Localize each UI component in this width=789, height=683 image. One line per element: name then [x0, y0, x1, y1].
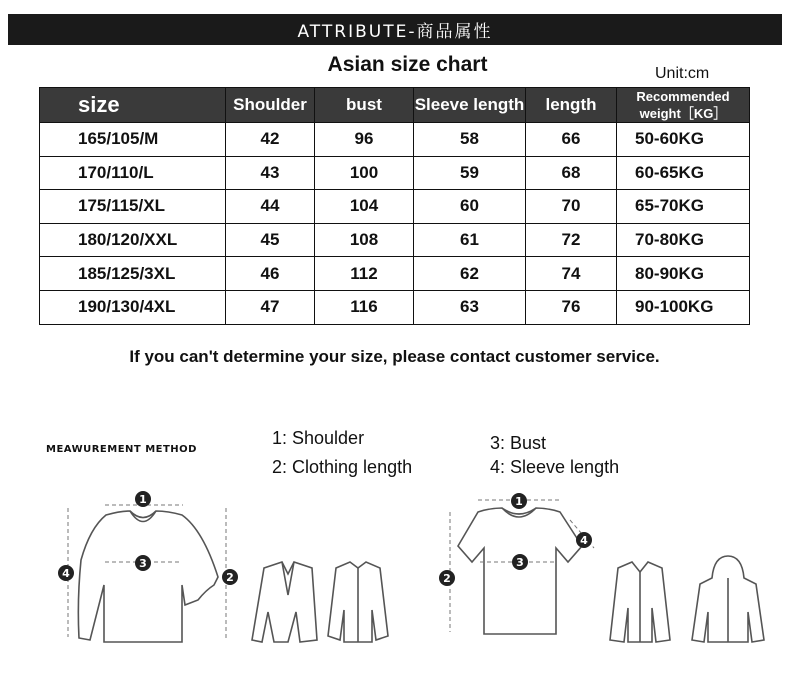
- table-header-row: [40, 88, 750, 123]
- header-sleeve-length: Sleeve length: [414, 88, 526, 123]
- table-row: [40, 190, 750, 224]
- marker-2-icon: [222, 569, 238, 585]
- header-weight: Recommended weight［KG］: [617, 88, 750, 123]
- cell-bust: 100: [315, 156, 414, 190]
- header-size: size: [40, 88, 226, 123]
- measurement-method-label: MEAWUREMENT METHOD: [46, 444, 197, 455]
- cell-length: 74: [526, 257, 617, 291]
- cell-size: 170/110/L: [40, 156, 226, 190]
- cell-weight: 50-60KG: [617, 123, 750, 157]
- cell-shoulder: 45: [226, 223, 315, 257]
- marker-1-icon: [511, 493, 527, 509]
- cell-weight: 70-80KG: [617, 223, 750, 257]
- measurement-illustration: [0, 480, 789, 680]
- marker-1-icon: [135, 491, 151, 507]
- marker-4-icon: [576, 532, 592, 548]
- table-row: [40, 257, 750, 291]
- svg-text:4: 4: [580, 534, 588, 547]
- size-table: [39, 87, 750, 325]
- sweater-icon: [68, 505, 226, 642]
- cell-size: 185/125/3XL: [40, 257, 226, 291]
- cell-weight: 60-65KG: [617, 156, 750, 190]
- cell-sleeve: 59: [414, 156, 526, 190]
- banner-text: ATTRIBUTE-商品属性: [297, 22, 493, 42]
- cell-length: 72: [526, 223, 617, 257]
- cell-shoulder: 46: [226, 257, 315, 291]
- cell-bust: 116: [315, 290, 414, 324]
- cell-length: 68: [526, 156, 617, 190]
- table-row: [40, 290, 750, 324]
- cell-weight: 65-70KG: [617, 190, 750, 224]
- cell-weight: 80-90KG: [617, 257, 750, 291]
- cell-sleeve: 58: [414, 123, 526, 157]
- table-row: [40, 156, 750, 190]
- cell-bust: 104: [315, 190, 414, 224]
- cell-size: 180/120/XXL: [40, 223, 226, 257]
- cell-length: 76: [526, 290, 617, 324]
- cell-bust: 112: [315, 257, 414, 291]
- svg-text:4: 4: [62, 567, 70, 580]
- cell-shoulder: 44: [226, 190, 315, 224]
- marker-3-icon: [512, 554, 528, 570]
- contact-notice: If you can't determine your size, please contact customer service.: [129, 347, 660, 366]
- svg-text:3: 3: [139, 557, 147, 570]
- cell-sleeve: 62: [414, 257, 526, 291]
- marker-3-icon: [135, 555, 151, 571]
- blazer-icon: [252, 562, 317, 642]
- cell-length: 66: [526, 123, 617, 157]
- svg-text:3: 3: [516, 556, 524, 569]
- cell-sleeve: 61: [414, 223, 526, 257]
- cell-length: 70: [526, 190, 617, 224]
- cell-shoulder: 43: [226, 156, 315, 190]
- legend-bust: 3: Bust: [490, 433, 547, 453]
- header-shoulder: Shoulder: [226, 88, 315, 123]
- jacket-icon: [328, 562, 388, 642]
- legend-clothing-length: 2: Clothing length: [272, 457, 413, 477]
- table-row: [40, 223, 750, 257]
- cell-size: 175/115/XL: [40, 190, 226, 224]
- cell-sleeve: 63: [414, 290, 526, 324]
- cell-size: 190/130/4XL: [40, 290, 226, 324]
- cell-weight: 90-100KG: [617, 290, 750, 324]
- marker-2-icon: [439, 570, 455, 586]
- chart-title: Asian size chart: [327, 53, 488, 76]
- header-bust: bust: [315, 88, 414, 123]
- legend-shoulder: 1: Shoulder: [272, 428, 365, 448]
- shirt-icon: [610, 562, 670, 642]
- header-length: length: [526, 88, 617, 123]
- svg-text:1: 1: [515, 495, 523, 508]
- svg-text:2: 2: [226, 571, 234, 584]
- cell-bust: 96: [315, 123, 414, 157]
- hoodie-icon: [692, 556, 764, 642]
- cell-sleeve: 60: [414, 190, 526, 224]
- cell-bust: 108: [315, 223, 414, 257]
- unit-label: Unit:cm: [655, 65, 710, 82]
- attribute-banner: [8, 14, 782, 45]
- legend-sleeve-length: 4: Sleeve length: [490, 457, 620, 477]
- cell-size: 165/105/M: [40, 123, 226, 157]
- cell-shoulder: 47: [226, 290, 315, 324]
- svg-text:1: 1: [139, 493, 147, 506]
- svg-text:2: 2: [443, 572, 451, 585]
- marker-4-icon: [58, 565, 74, 581]
- cell-shoulder: 42: [226, 123, 315, 157]
- table-row: [40, 123, 750, 157]
